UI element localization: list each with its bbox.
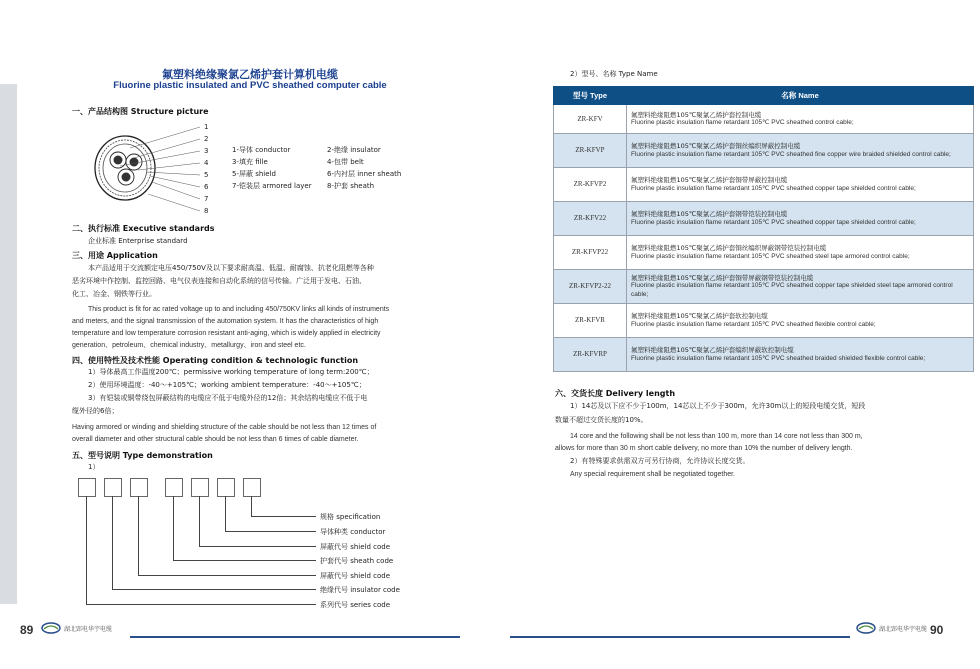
operating-line: 缆外径的6倍；: [72, 407, 119, 415]
operating-line: 1）导体最高工作温度200℃；permissive working temperature of long term:200℃；: [88, 368, 374, 376]
name-en: Fluorine plastic insulation flame retardant 105℃ PVC sheathed copper tape shielded control cable;: [631, 218, 916, 226]
legend-item: 1-导体 conductor: [232, 146, 291, 154]
part-number: 2: [204, 135, 209, 143]
name-cn: 氟塑料绝缘阻燃105℃聚氯乙烯护套控制电缆: [631, 110, 762, 119]
type-demo-heading: 五、型号说明 Type demonstration: [72, 451, 213, 460]
company-logo: [40, 621, 62, 635]
legend-item: 5-屏蔽 shield: [232, 170, 276, 178]
page-number: 90: [930, 623, 944, 637]
table-row: [554, 134, 974, 168]
code-label: 护套代号 sheath code: [320, 557, 394, 565]
type-code-cell: ZR-KFVRP: [554, 338, 627, 372]
name-en: Fluorine plastic insulation flame retardant 105℃ PVC sheathed copper tape shielded steel tape armored control cable;: [631, 282, 953, 298]
operating-heading: 四、使用特性及技术性能 Operating condition & technologic function: [72, 356, 359, 365]
code-box: [78, 478, 96, 497]
legend-item: 4-包带 belt: [327, 158, 364, 166]
application-heading: 三、用途 Application: [72, 251, 158, 260]
type-name-cell: [627, 338, 974, 372]
type-name-cell: [627, 134, 974, 168]
part-number: 5: [204, 171, 209, 179]
type-code-cell: ZR-KFVP2: [554, 168, 627, 202]
type-code-cell: ZR-KFVP2-22: [554, 270, 627, 304]
name-cn: 氟塑料绝缘阻燃105℃聚氯乙烯护套铜丝编织屏蔽控制电缆: [631, 142, 801, 150]
column-header-name: 名称 Name: [627, 87, 974, 105]
type-name-cell: [627, 236, 974, 270]
footer-brand: 湖北郢电华宇电缆: [879, 626, 928, 633]
code-label: 规格 specification: [320, 513, 381, 521]
table-row: [554, 338, 974, 372]
name-cn: 氟塑料绝缘阻燃105℃聚氯乙烯护套铜丝编织屏蔽钢带铠装控制电缆: [631, 244, 827, 252]
table-row: [554, 202, 974, 236]
part-number: 6: [204, 183, 209, 191]
legend-item: 6-内衬层 inner sheath: [327, 170, 402, 178]
delivery-line: 1）14芯及以下应不少于100m，14芯以上不少于300m，允许30m以上的短段电缆交货，短段: [570, 402, 866, 410]
code-label: 系列代号 series code: [320, 601, 391, 609]
application-en-line: temperature and low temperature corrosion resistant anti-aging, which is widely applied in electricity: [72, 330, 381, 337]
page-title-cn: 氟塑料绝缘聚氯乙烯护套计算机电缆: [162, 68, 338, 81]
name-cn: 氟塑料绝缘阻燃105℃聚氯乙烯护套铜带屏蔽控制电缆: [631, 176, 788, 184]
name-en: Fluorine plastic insulation flame retardant 105℃ PVC sheathed steel tape armored control cable;: [631, 252, 910, 260]
table-row: [554, 304, 974, 338]
name-en: Fluorine plastic insulation flame retardant 105℃ PVC sheathed fine copper wire braided shielded control cable;: [631, 150, 951, 158]
type-code-cell: ZR-KFV22: [554, 202, 627, 236]
table-row: [554, 105, 974, 134]
name-en: Fluorine plastic insulation flame retardant 105℃ PVC sheathed copper tape shielded control cable;: [631, 184, 916, 192]
page-title-en: Fluorine plastic insulated and PVC sheathed computer cable: [113, 80, 387, 91]
type-name-cell: [627, 105, 974, 134]
delivery-line: 2）有特殊要求供需双方可另行协商，允许协议长度交货。: [570, 457, 750, 465]
cable-cross-section: [95, 136, 155, 200]
application-en-line: and meters, and the signal transmission of the automation system. It has the characteristics of high: [72, 318, 379, 325]
type-name-cell: [627, 270, 974, 304]
operating-line: overall diameter and other structural cable should be not less than 6 times of cable diameter.: [72, 436, 359, 443]
column-header-type: 型号 Type: [554, 87, 627, 105]
delivery-line: allows for more than 30 m short cable delivery, no more than 10% the number of delivery length.: [555, 445, 853, 452]
footer-brand: 湖北郢电华宇电缆: [64, 626, 113, 633]
connector-line: [86, 496, 316, 605]
code-box: [191, 478, 209, 497]
legend-item: 8-护套 sheath: [327, 182, 375, 190]
part-number: 3: [204, 147, 209, 155]
type-code-cell: ZR-KFVR: [554, 304, 627, 338]
right-page: [490, 0, 980, 669]
type-name-cell: [627, 304, 974, 338]
type-code-cell: ZR-KFVP: [554, 134, 627, 168]
code-box: [165, 478, 183, 497]
part-number: 1: [204, 123, 209, 131]
operating-line: 3）有铠装或铜带绕包屏蔽结构的电缆应不低于电缆外径的12倍；其余结构电缆应不低于电: [88, 394, 368, 402]
delivery-heading: 六、交货长度 Delivery length: [555, 389, 676, 398]
name-cn: 氟塑料绝缘阻燃105℃聚氯乙烯护套编织屏蔽软控制电缆: [631, 346, 794, 354]
type-name-cell: [627, 202, 974, 236]
part-number: 7: [204, 195, 209, 203]
part-number: 8: [204, 207, 209, 215]
cable-structure-diagram: [80, 118, 220, 218]
footer-divider: [130, 636, 460, 638]
type-name-cell: [627, 168, 974, 202]
application-en-line: generation、petroleum、chemical industry、metallurgy、iron and steel etc.: [72, 342, 306, 349]
code-box: [130, 478, 148, 497]
table-row: [554, 270, 974, 304]
company-logo: [855, 621, 877, 635]
application-cn-line: 恶劣环境中作控制、监控回路、电气仪表连接和自动化系统的信号传输。广泛用于发电、石油、: [72, 277, 366, 285]
table-header-row: [554, 87, 974, 105]
structure-heading: 一、产品结构图 Structure picture: [72, 107, 209, 116]
application-cn-line: 化工、冶金、钢铁等行业。: [72, 290, 156, 298]
code-box: [104, 478, 122, 497]
name-en: Fluorine plastic insulation flame retardant 105℃ PVC sheathed control cable;: [631, 119, 854, 126]
operating-line: Having armored or winding and shielding structure of the cable should be not less than 12 times of: [72, 424, 377, 431]
code-label: 屏蔽代号 shield code: [320, 543, 391, 551]
delivery-line: 数量不超过交货长度的10%。: [555, 416, 648, 424]
standards-heading: 二、执行标准 Executive standards: [72, 224, 215, 233]
delivery-line: 14 core and the following shall be not less than 100 m, more than 14 core not less than 300 m,: [570, 433, 863, 440]
code-label: 绝缘代号 insulator code: [320, 586, 400, 594]
name-en: Fluorine plastic insulation flame retardant 105℃ PVC sheathed flexible control cable;: [631, 320, 876, 328]
type-demo-sub: 1）: [88, 463, 100, 471]
part-number: 4: [204, 159, 209, 167]
standards-text: 企业标准 Enterprise standard: [88, 237, 188, 245]
table-row: [554, 168, 974, 202]
type-name-subheading: 2）型号、名称 Type Name: [570, 70, 658, 78]
code-box: [217, 478, 235, 497]
legend-item: 7-铠装层 armored layer: [232, 182, 312, 190]
type-code-cell: ZR-KFVP22: [554, 236, 627, 270]
table-row: [554, 236, 974, 270]
code-box: [243, 478, 261, 497]
operating-line: 2）使用环境温度：-40～+105℃；working ambient temperature：-40～+105℃；: [88, 381, 366, 389]
code-label: 屏蔽代号 shield code: [320, 572, 391, 580]
application-en-line: This product is fit for ac rated voltage up to and including 450/750KV links all kinds of instruments: [88, 306, 390, 313]
page-number: 89: [20, 623, 34, 637]
footer-divider: [510, 636, 850, 638]
name-cn: 氟塑料绝缘阻燃105℃聚氯乙烯护套铜带屏蔽钢带铠装控制电缆: [631, 273, 814, 282]
delivery-line: Any special requirement shall be negotiated together.: [570, 471, 735, 478]
name-cn: 氟塑料绝缘阻燃105℃聚氯乙烯护套软控制电缆: [631, 312, 768, 320]
name-en: Fluorine plastic insulation flame retardant 105℃ PVC sheathed braided shielded flexible control cable;: [631, 354, 926, 362]
name-cn: 氟塑料绝缘阻燃105℃聚氯乙烯护套钢带铠装控制电缆: [631, 210, 788, 218]
application-cn-line: 本产品适用于交流额定电压450/750V及以下要求耐高温、低温、耐腐蚀、抗老化阻燃等各种: [88, 264, 374, 272]
code-label: 导体种类 conductor: [320, 528, 386, 536]
type-code-cell: ZR-KFV: [554, 105, 627, 134]
legend-item: 2-绝缘 insulator: [327, 146, 381, 154]
legend-item: 3-填充 fille: [232, 158, 268, 166]
type-name-table: [553, 86, 974, 372]
